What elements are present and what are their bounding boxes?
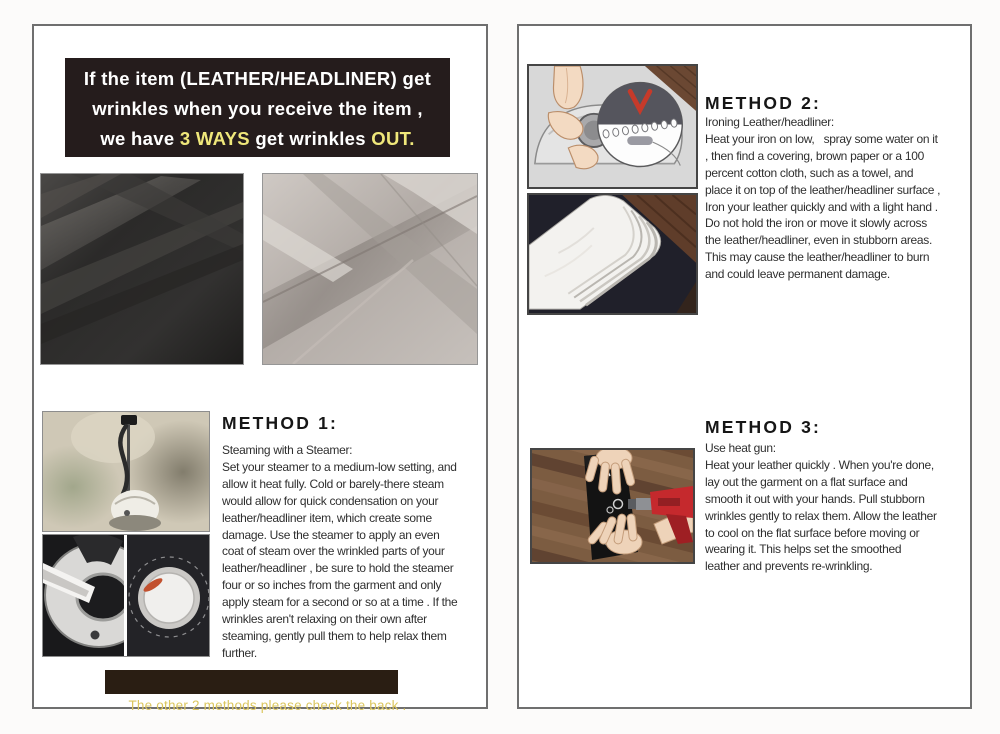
fabric-texture-graphic xyxy=(263,174,477,364)
left-page-panel xyxy=(32,24,488,713)
intro-banner-text-segment: get wrinkles xyxy=(249,128,372,149)
towel-graphic xyxy=(529,195,696,313)
method2-subheading: Ironing Leather/headliner: xyxy=(705,115,834,129)
method3-subheading: Use heat gun: xyxy=(705,441,776,455)
method1-body xyxy=(222,442,457,662)
method3-paragraph: Heat your leather quickly . When you're done, lay out the garment on a flat surface and smooth it out with your hands. Pull stubborn wrinkles gently to relax them. Allow the leather to cool on the flat surface before moving or wearing it. This helps set the smoothed leather and prevents re-wrinkling. xyxy=(705,457,937,574)
method3-body xyxy=(705,440,937,575)
steamer-closeup-graphic xyxy=(43,535,209,656)
wrinkled-fabric-photo xyxy=(262,173,478,365)
footer-note-text: The other 2 methods please check the back . xyxy=(128,698,407,713)
towel-illustration xyxy=(527,193,698,315)
leather-texture-graphic xyxy=(41,174,243,364)
method1-heading: METHOD 1: xyxy=(222,413,339,433)
method1-paragraph: Set your steamer to a medium-low setting, and allow it heat fully. Cold or barely-there steam would allow for quick condensation on your leather/headliner item, which create some damage. Use the steamer to apply an even coat of steam over the wrinkled parts of your leather/headliner , be sure to hold the steamer four or so inches from the garment and only apply steam for a second or so at a time . If the wrinkles aren't relaxing on their own after steaming, gently pull them to help relax them further. xyxy=(222,459,458,660)
wrinkled-leather-photo xyxy=(40,173,244,365)
intro-banner-text-segment: we have xyxy=(100,128,180,149)
intro-banner-line-3 xyxy=(65,124,450,154)
intro-banner-highlight-out: OUT. xyxy=(371,128,415,149)
intro-banner-highlight-3-ways: 3 WAYS xyxy=(179,128,250,149)
intro-banner-line-1: If the item (LEATHER/HEADLINER) get xyxy=(83,68,432,89)
intro-banner xyxy=(65,58,450,157)
method2-paragraph: Heat your iron on low, spray some water on it , then find a covering, brown paper or a 100 percent cotton cloth, such as a towel, and place it on top of the leather/headliner surface , Iron your leather quickly and with a light hand . Do not hold the iron or move it slowly across the leather/headliner, even in stubborn areas. This may cause the leather/headliner to burn and could leave permanent damage. xyxy=(705,131,941,282)
iron-dial-illustration xyxy=(527,64,698,189)
method2-body xyxy=(705,114,940,283)
right-page-panel xyxy=(517,24,972,709)
heat-gun-graphic xyxy=(532,450,693,562)
method2-heading: METHOD 2: xyxy=(705,93,822,113)
footer-note-banner xyxy=(105,670,407,713)
steamer-closeup-photos xyxy=(42,534,210,657)
method1-subheading: Steaming with a Steamer: xyxy=(222,443,353,457)
heat-gun-photo xyxy=(530,448,695,564)
intro-banner-line-2: wrinkles when you receive the item , xyxy=(92,98,423,119)
iron-dial-graphic xyxy=(529,66,696,187)
method3-heading: METHOD 3: xyxy=(705,417,822,437)
steamer-graphic xyxy=(43,412,209,531)
steamer-photo xyxy=(42,411,210,532)
